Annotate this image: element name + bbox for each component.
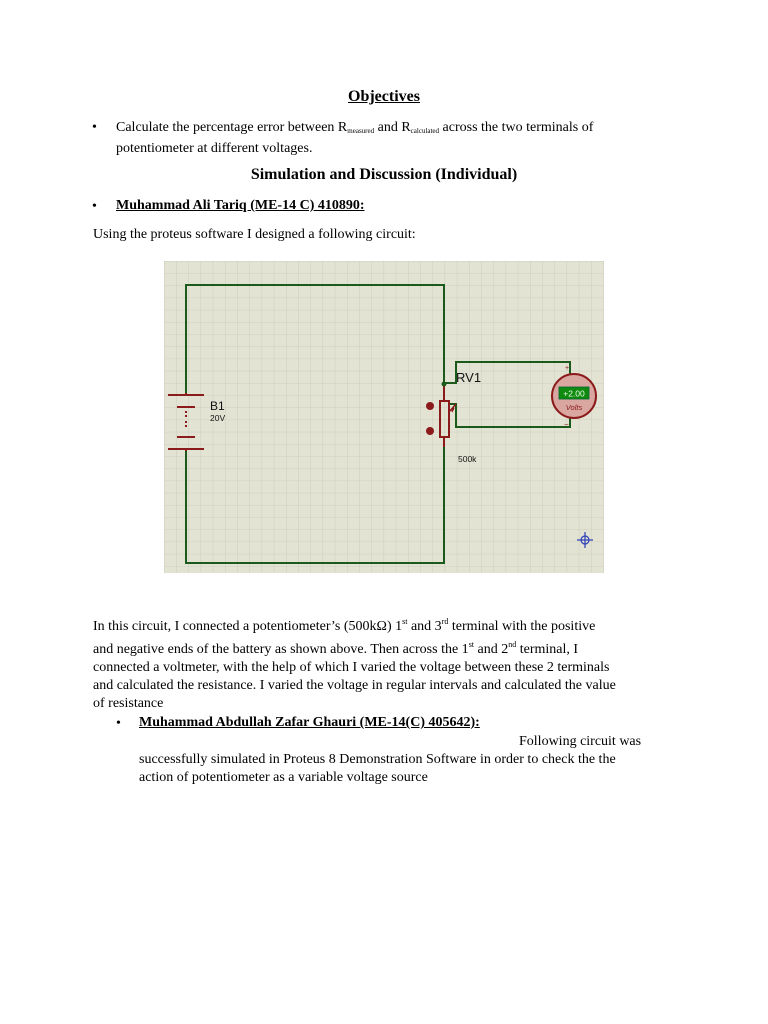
p1-text: and 2 — [474, 642, 509, 657]
voltmeter-minus: − — [564, 420, 569, 429]
member2-name: Muhammad Abdullah Zafar Ghauri (ME-14(C) 405642): — [139, 715, 480, 730]
p1-text: terminal, I — [516, 642, 579, 657]
member2-line3: action of potentiometer as a variable voltage source — [139, 770, 428, 785]
objective-text-line2: potentiometer at different voltages. — [116, 141, 313, 156]
pot-value: 500k — [458, 454, 477, 464]
p1-sup: rd — [441, 617, 449, 626]
battery-voltage: 20V — [210, 413, 226, 423]
p1-sup: nd — [508, 640, 517, 649]
member2-line1: Following circuit was — [519, 734, 642, 749]
pot-label: RV1 — [456, 370, 482, 385]
bullet-dot: • — [92, 199, 97, 214]
objective-text-b: and R — [374, 120, 411, 135]
pot-terminal-dot — [426, 427, 434, 435]
p1-text: and negative ends of the battery as shown above. Then across the 1 — [93, 642, 469, 657]
p1-text: and 3 — [407, 619, 442, 634]
member2-line2: successfully simulated in Proteus 8 Demonstration Software in order to check the the — [139, 752, 616, 767]
objective-text-c: across the two terminals of — [439, 120, 594, 135]
objective-sub-calculated: calculated — [410, 127, 440, 135]
circuit-diagram — [164, 261, 604, 573]
p1-text: terminal with the positive — [448, 619, 596, 634]
member1-intro: Using the proteus software I designed a following circuit: — [93, 227, 416, 242]
voltmeter-reading: +2.00 — [563, 388, 585, 399]
p1-text: of resistance — [93, 696, 164, 711]
p1-sup: st — [402, 617, 408, 626]
bullet-dot: • — [92, 120, 97, 135]
pot-terminal-dot — [426, 402, 434, 410]
battery-label: B1 — [210, 399, 225, 413]
member1-name: Muhammad Ali Tariq (ME-14 C) 410890: — [116, 198, 365, 213]
simulation-heading: Simulation and Discussion (Individual) — [250, 166, 518, 183]
p1-sup: st — [468, 640, 475, 649]
voltmeter-plus: + — [565, 365, 570, 372]
objective-text-a: Calculate the percentage error between R — [116, 120, 348, 135]
p1-text: and calculated the resistance. I varied the voltage in regular intervals and calculated the value — [93, 678, 616, 693]
objectives-heading: Objectives — [348, 88, 420, 105]
paragraph-1 — [93, 613, 693, 713]
objective-item — [116, 119, 676, 158]
grid-lines — [164, 261, 604, 573]
junction-dot — [442, 382, 447, 387]
p1-text: In this circuit, I connected a potentiometer’s (500kΩ) 1 — [93, 619, 403, 634]
p1-text: connected a voltmeter, with the help of which I varied the voltage between these 2 terminals — [93, 660, 610, 675]
bullet-dot: • — [116, 716, 121, 731]
voltmeter-unit: Volts — [565, 403, 583, 412]
objective-sub-measured: measured — [347, 127, 375, 135]
